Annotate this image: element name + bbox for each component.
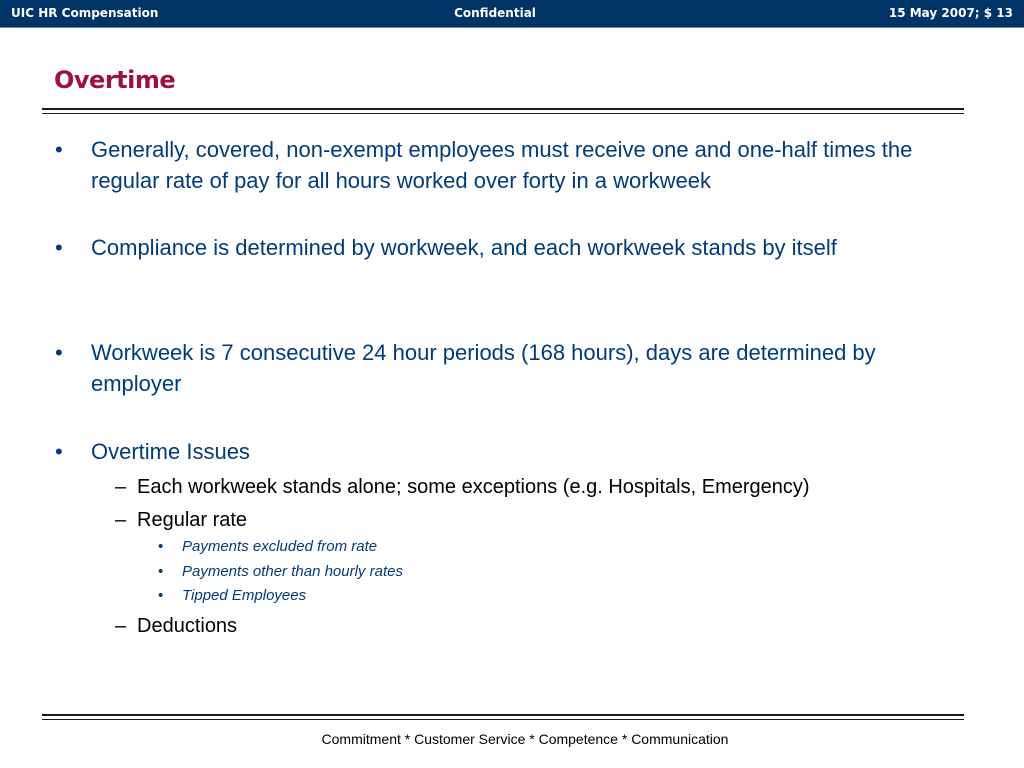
sub-sub-bullet-text: Tipped Employees <box>182 587 307 604</box>
footer-text: Commitment * Customer Service * Competence * Communication <box>321 731 729 747</box>
dash-icon: – <box>115 476 127 498</box>
bullet-icon: • <box>55 439 63 464</box>
header-left-text: UIC HR Compensation <box>11 6 159 20</box>
sub-bullet-text: Regular rate <box>137 509 248 531</box>
bullet-item <box>55 337 891 399</box>
sub-sub-bullet-item <box>158 562 882 582</box>
bullet-text: Compliance is determined by workweek, and each workweek stands by itself <box>91 235 837 260</box>
bullet-icon: • <box>55 340 63 365</box>
bullet-text: Overtime Issues <box>91 439 250 464</box>
bullet-text: Workweek is 7 consecutive 24 hour periods (168 hours), days are determined by employer <box>91 340 876 396</box>
bullet-item <box>55 232 961 263</box>
dash-icon: – <box>115 509 127 531</box>
sub-sub-bullet-item <box>158 537 882 557</box>
bullet-item <box>55 134 961 196</box>
sub-bullet-item <box>115 475 957 499</box>
bullet-icon: • <box>55 137 63 162</box>
header-center-text: Confidential <box>454 6 536 20</box>
header-right-text: 15 May 2007; $ 13 <box>888 6 1013 20</box>
sub-bullet-text: Each workweek stands alone; some exceptions (e.g. Hospitals, Emergency) <box>137 476 810 498</box>
bullet-icon: • <box>158 563 164 580</box>
bullet-text: Generally, covered, non-exempt employees must receive one and one-half times the regular rate of pay for all hours worked over forty in a workweek <box>91 137 913 193</box>
footer-divider <box>42 714 964 720</box>
sub-bullet-item <box>115 614 957 638</box>
bullet-icon: • <box>158 587 164 604</box>
sub-sub-bullet-text: Payments other than hourly rates <box>182 563 403 580</box>
slide-title: Overtime <box>54 66 176 94</box>
dash-icon: – <box>115 615 127 637</box>
bullet-icon: • <box>158 538 164 555</box>
sub-sub-bullet-text: Payments excluded from rate <box>182 538 378 555</box>
bullet-item <box>55 436 961 467</box>
bullet-icon: • <box>55 235 63 260</box>
sub-sub-bullet-item <box>158 586 882 606</box>
sub-bullet-item <box>115 508 957 532</box>
sub-bullet-text: Deductions <box>137 615 238 637</box>
